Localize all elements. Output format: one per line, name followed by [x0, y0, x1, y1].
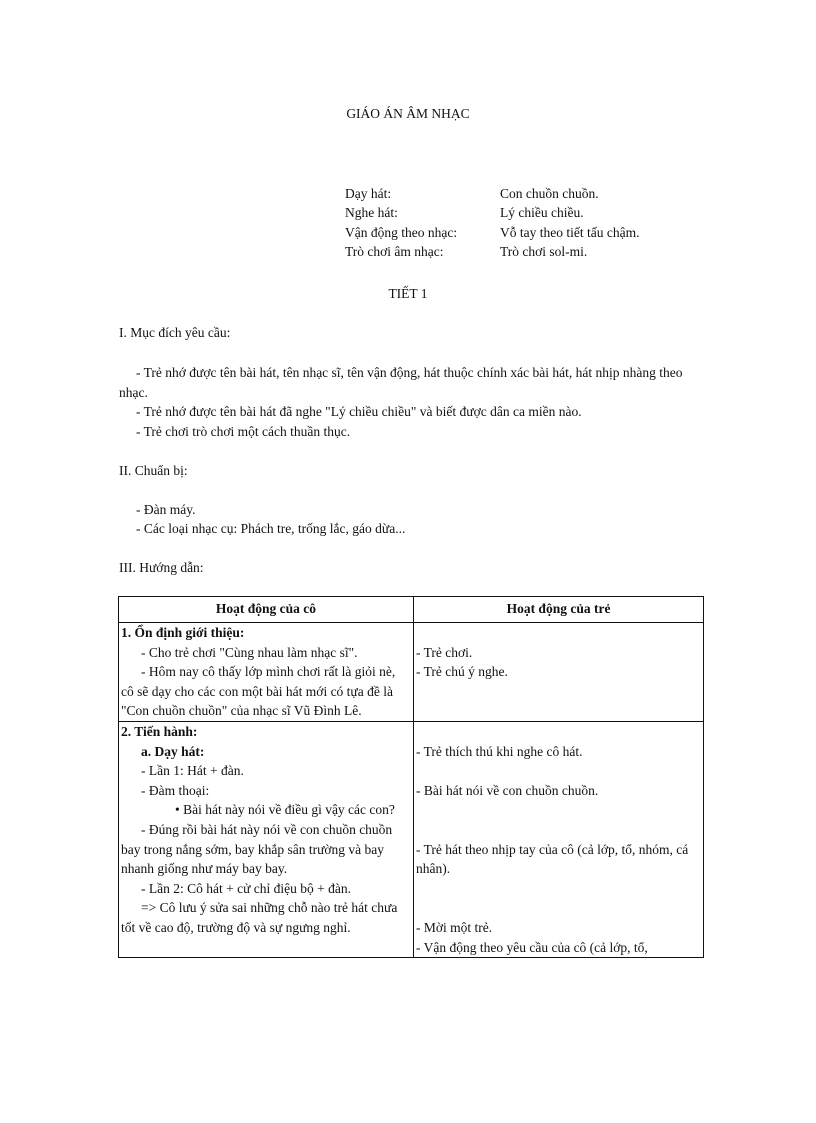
table-row — [119, 623, 704, 722]
child-response: - Trẻ chơi. — [416, 644, 473, 660]
info-label: Vận động theo nhạc: — [345, 225, 458, 240]
activity-heading: 2. Tiến hành: — [121, 723, 198, 739]
document-title: GIÁO ÁN ÂM NHẠC — [346, 106, 470, 121]
info-value: Vỗ tay theo tiết tấu chậm. — [500, 225, 640, 240]
teacher-activity-cell — [119, 623, 414, 722]
child-response: - Vận động theo yêu cầu của cô (cả lớp, tổ, — [416, 939, 648, 955]
objective-item: - Trẻ nhớ được tên bài hát, tên nhạc sĩ, tên vận động, hát thuộc chính xác bài hát, hát nhịp nhàng theo nhạc. — [119, 365, 683, 400]
teacher-step: - Đúng rồi bài hát này nói về con chuồn chuồn bay trong nắng sớm, bay khắp sân trường và bay nhanh giống như máy bay bay. — [121, 821, 393, 877]
lesson-heading: TIẾT 1 — [388, 286, 428, 301]
child-activity-cell — [414, 623, 704, 722]
section-heading-objectives: I. Mục đích yêu cầu: — [119, 325, 231, 340]
teacher-question: • Bài hát này nói về điều gì vậy các con? — [175, 802, 395, 818]
column-header-child: Hoạt động của trẻ — [414, 597, 704, 623]
teacher-activity-cell — [119, 721, 414, 957]
table-row — [119, 721, 704, 957]
child-response: - Mời một trẻ. — [416, 919, 493, 935]
child-response: - Trẻ chú ý nghe. — [416, 664, 508, 680]
info-label: Dạy hát: — [345, 186, 392, 201]
preparation-item: - Đàn máy. — [136, 502, 196, 517]
objective-item: - Trẻ chơi trò chơi một cách thuần thục. — [136, 424, 351, 439]
section-heading-preparation: II. Chuẩn bị: — [119, 463, 188, 478]
activity-table — [118, 596, 704, 958]
child-response: - Trẻ thích thú khi nghe cô hát. — [416, 743, 583, 759]
teacher-step: - Lần 2: Cô hát + cử chỉ điệu bộ + đàn. — [141, 880, 351, 896]
teacher-step: - Lần 1: Hát + đàn. — [141, 763, 244, 779]
table-header-row — [119, 597, 704, 623]
info-label: Trò chơi âm nhạc: — [345, 244, 444, 259]
child-response: - Bài hát nói về con chuồn chuồn. — [416, 782, 599, 798]
info-label: Nghe hát: — [345, 205, 398, 220]
info-value: Trò chơi sol-mi. — [500, 244, 588, 259]
child-response: - Trẻ hát theo nhịp tay của cô (cả lớp, tổ, nhóm, cá nhân). — [416, 841, 689, 877]
teacher-step: - Hôm nay cô thấy lớp mình chơi rất là giỏi nè, cô sẽ dạy cho các con một bài hát mới có tựa đề là "Con chuồn chuồn" của nhạc sĩ Vũ Đình Lê. — [121, 664, 396, 719]
teacher-note: => Cô lưu ý sửa sai những chỗ nào trẻ hát chưa tốt về cao độ, trường độ và sự ngưng nghỉ. — [121, 900, 398, 935]
preparation-item: - Các loại nhạc cụ: Phách tre, trống lắc, gáo dừa... — [136, 521, 406, 536]
teacher-step: - Cho trẻ chơi "Cùng nhau làm nhạc sĩ". — [141, 644, 358, 660]
activity-subheading: a. Dạy hát: — [141, 743, 205, 759]
objective-item: - Trẻ nhớ được tên bài hát đã nghe "Lý chiều chiều" và biết được dân ca miền nào. — [136, 404, 582, 419]
info-value: Con chuồn chuồn. — [500, 186, 599, 201]
teacher-step: - Đàm thoại: — [141, 782, 210, 798]
child-activity-cell — [414, 721, 704, 957]
info-value: Lý chiều chiều. — [500, 205, 584, 220]
activity-heading: 1. Ổn định giới thiệu: — [121, 625, 245, 640]
column-header-teacher: Hoạt động của cô — [119, 597, 414, 623]
section-heading-guide: III. Hướng dẫn: — [119, 560, 204, 575]
